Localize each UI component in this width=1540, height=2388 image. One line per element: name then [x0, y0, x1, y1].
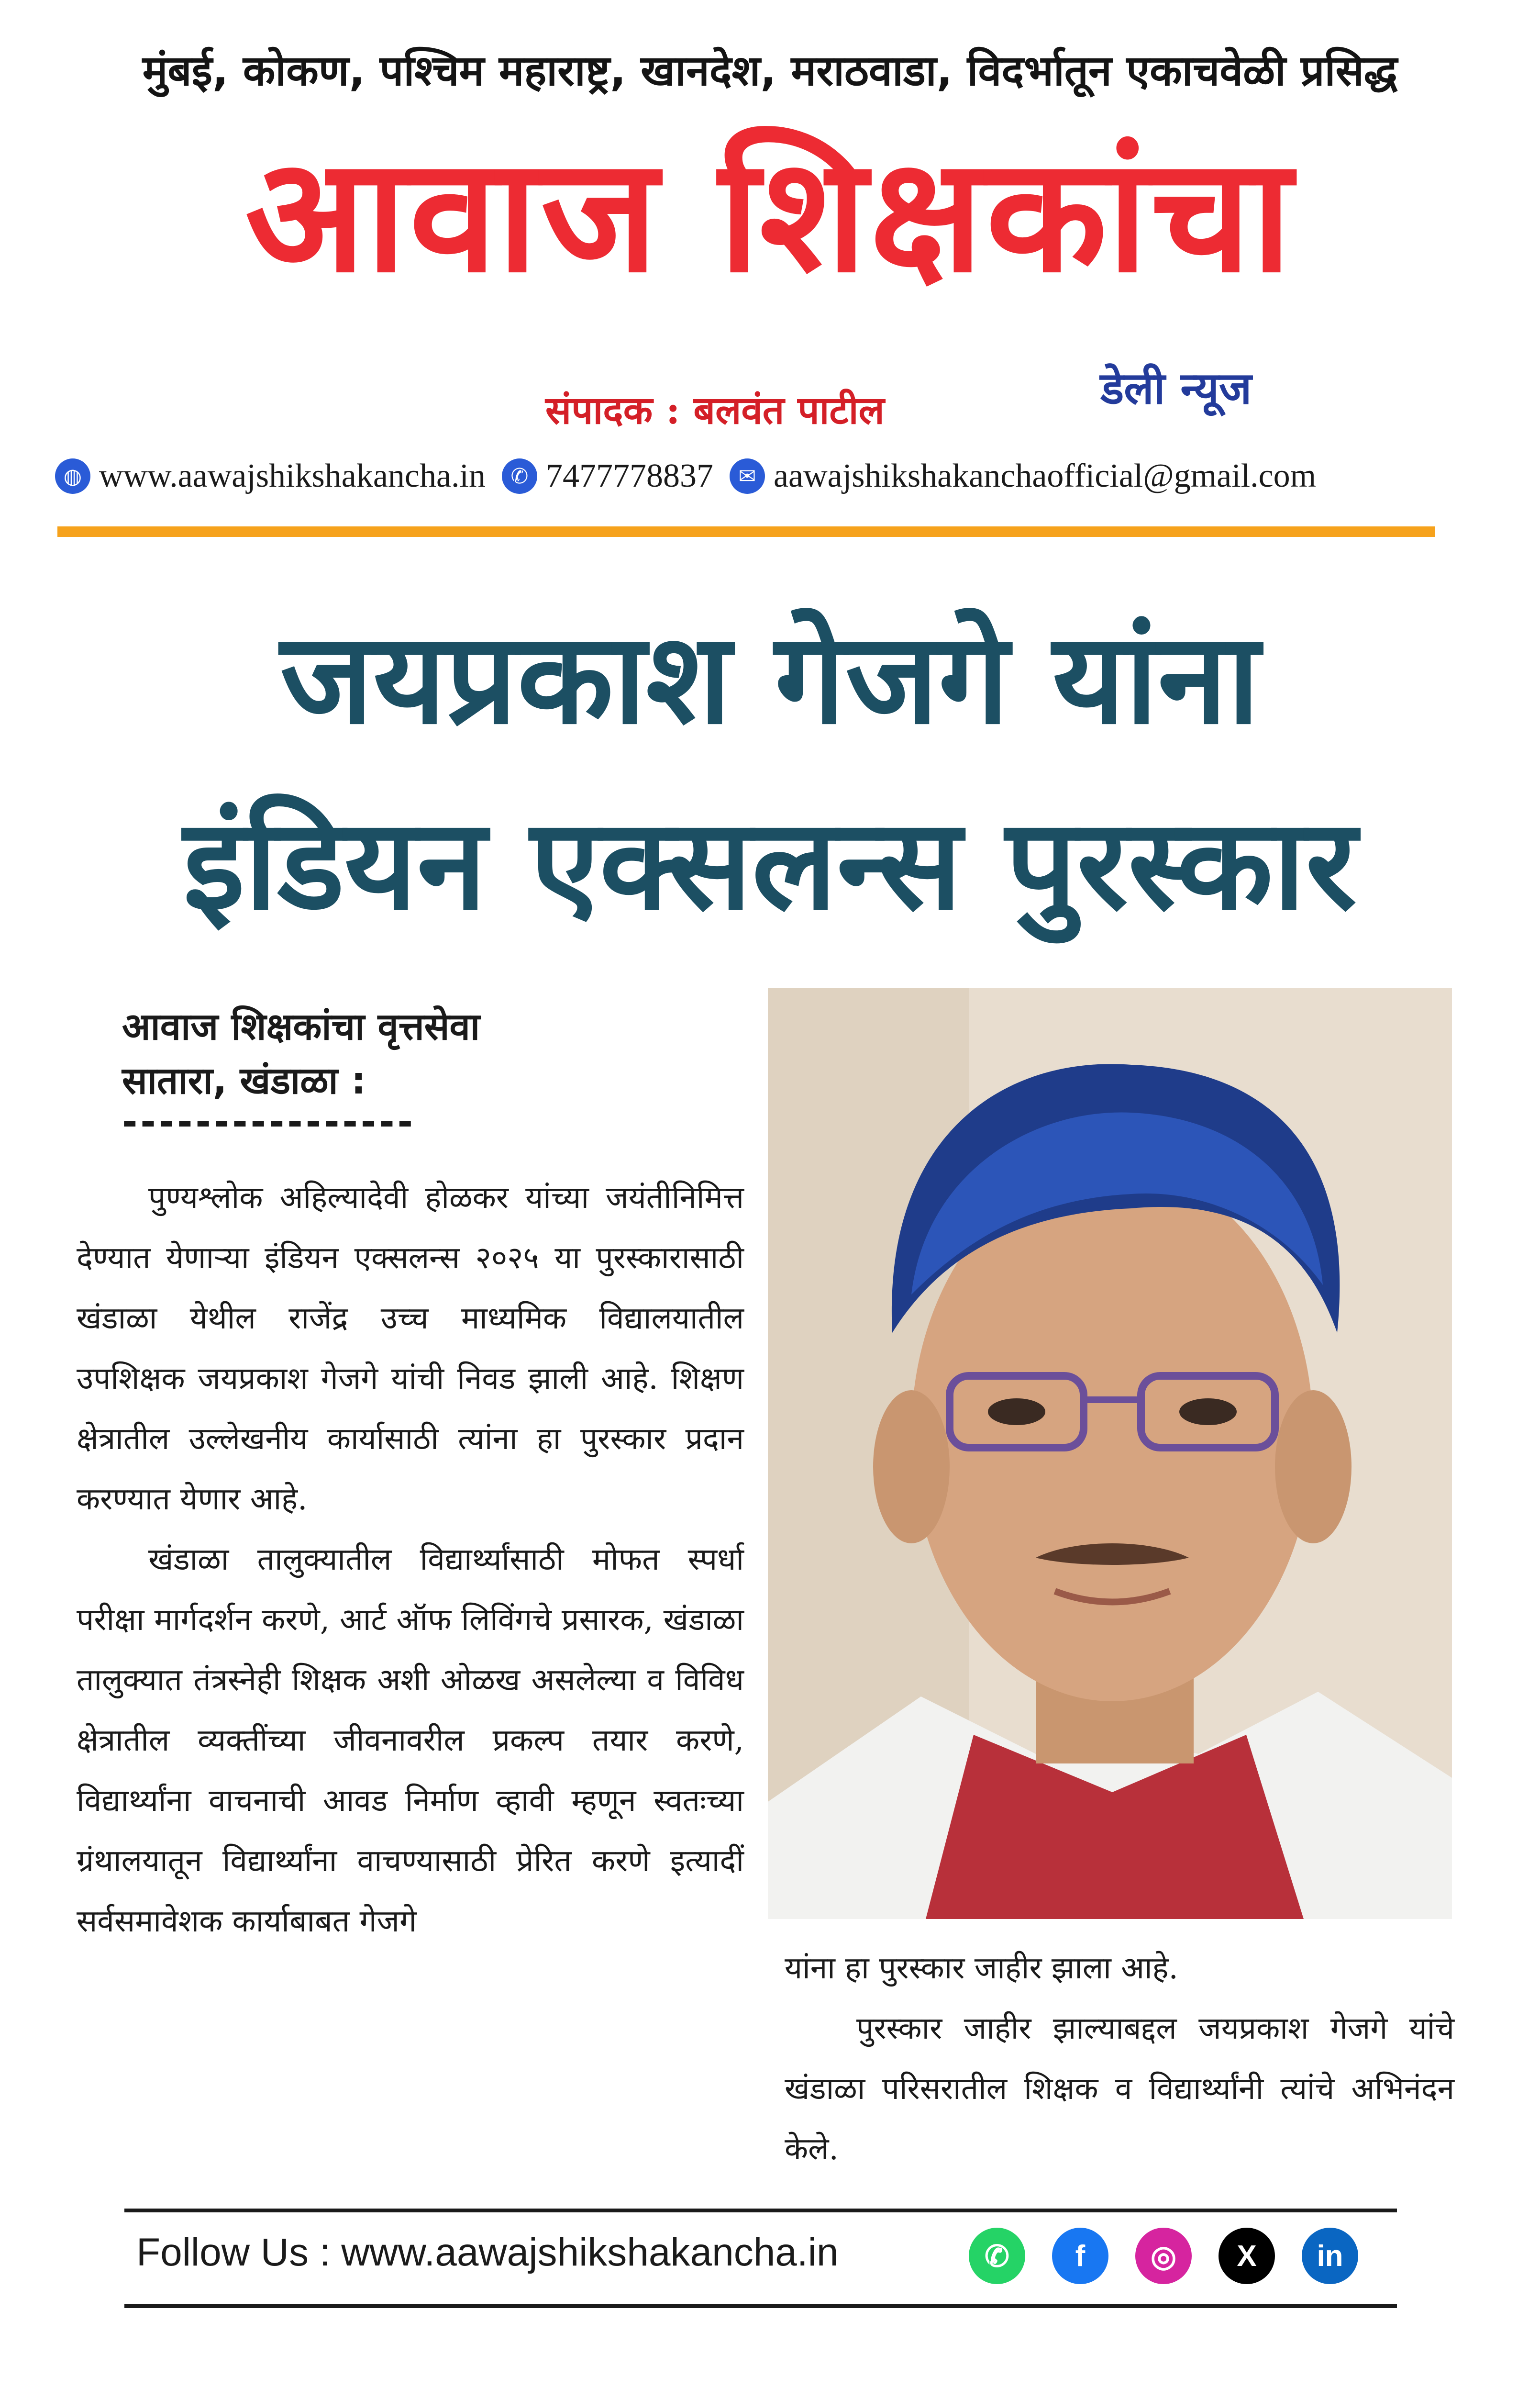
headline-line-2: इंडियन एक्सलन्स पुरस्कार: [183, 791, 1357, 937]
phone-number[interactable]: 7477778837: [545, 458, 713, 494]
email-link[interactable]: aawajshikshakanchaofficial@gmail.com: [773, 458, 1317, 494]
portrait-photo: [768, 988, 1452, 1919]
byline-separator: ----------------: [122, 1101, 416, 1144]
email-icon: ✉: [730, 458, 765, 494]
whatsapp-icon[interactable]: ✆: [969, 2228, 1025, 2284]
paragraph-2-continued: यांना हा पुरस्कार जाहीर झाला आहे.: [785, 1951, 1178, 1986]
instagram-icon[interactable]: ◎: [1135, 2228, 1192, 2284]
facebook-icon[interactable]: f: [1052, 2228, 1108, 2284]
editor-credit: संपादक : बलवंत पाटील: [545, 388, 885, 433]
footer-divider-bottom: [124, 2304, 1397, 2308]
globe-icon: ◍: [55, 458, 90, 494]
dateline: सातारा, खंडाळा :: [122, 1060, 366, 1103]
header-divider: [57, 526, 1435, 537]
social-icons: [969, 2228, 1385, 2284]
byline: [122, 1000, 480, 1108]
portrait-illustration: [768, 988, 1452, 1919]
contact-bar: [55, 457, 1485, 495]
edition-label: डेली न्यूज: [1100, 363, 1252, 414]
article-headline: [0, 586, 1540, 958]
tagline: मुंबई, कोकण, पश्चिम महाराष्ट्र, खानदेश, मराठवाडा, विदर्भातून एकाचवेळी प्रसिद्ध: [142, 46, 1398, 95]
website-link[interactable]: www.aawajshikshakancha.in: [99, 458, 486, 494]
paragraph-3: पुरस्कार जाहीर झाल्याबद्दल जयप्रकाश गेजगे यांचे खंडाळा परिसरातील शिक्षक व विद्यार्थ्यांनी त्यांचे अभिनंदन केले.: [785, 2011, 1454, 2167]
phone-icon: ✆: [502, 458, 537, 494]
news-source: आवाज शिक्षकांचा वृत्तसेवा: [122, 1005, 480, 1049]
article-body-right: [785, 1938, 1454, 2179]
x-icon[interactable]: X: [1219, 2228, 1275, 2284]
paragraph-2: खंडाळा तालुक्यातील विद्यार्थ्यांसाठी मोफत स्पर्धा परीक्षा मार्गदर्शन करणे, आर्ट ऑफ लिविंगचे प्रसारक, खंडाळा तालुक्यात तंत्रस्नेही शिक्षक अशी ओळख असलेल्या व विविध क्षेत्रातील व्यक्तींच्या जीवनावरील प्रकल्प तयार करणे, विद्यार्थ्यांना वाचनाची आवड निर्माण व्हावी म्हणून स्वतःच्या ग्रंथालयातून विद्यार्थ्यांना वाचण्यासाठी प्रेरित करणे इत्यादीं सर्वसमावेशक कार्याबाबत गेजगे: [77, 1542, 744, 1939]
article-body-left: [77, 1168, 744, 1952]
linkedin-icon[interactable]: in: [1302, 2228, 1358, 2284]
follow-us-link[interactable]: Follow Us : www.aawajshikshakancha.in: [136, 2231, 839, 2274]
masthead-logo: आवाज शिक्षकांचा: [245, 122, 1295, 307]
footer-divider-top: [124, 2209, 1397, 2212]
headline-line-1: जयप्रकाश गेजगे यांना: [280, 606, 1260, 752]
paragraph-1: पुण्यश्लोक अहिल्यादेवी होळकर यांच्या जयंतीनिमित्त देण्यात येणाऱ्या इंडियन एक्सलन्स २०२५ या पुरस्कारासाठी खंडाळा येथील राजेंद्र उच्च माध्यमिक विद्यालयातील उपशिक्षक जयप्रकाश गेजगे यांची निवड झाली आहे. शिक्षण क्षेत्रातील उल्लेखनीय कार्यासाठी त्यांना हा पुरस्कार प्रदान करण्यात येणार आहे.: [77, 1180, 744, 1517]
